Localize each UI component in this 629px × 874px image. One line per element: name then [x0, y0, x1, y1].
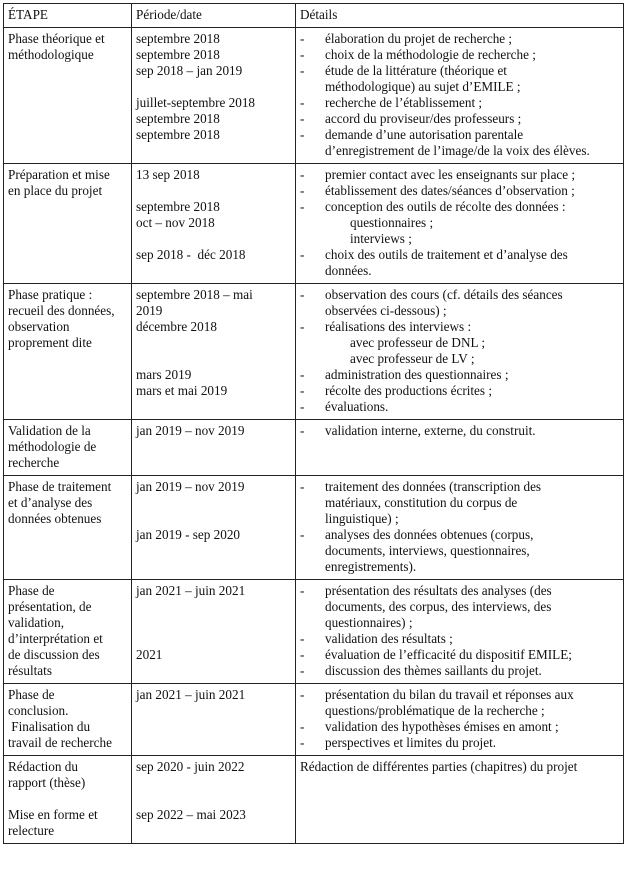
detail-continuation	[300, 559, 619, 575]
detail-text: premier contact avec les enseignants sur place ;	[325, 167, 576, 182]
detail-bullet-item	[300, 167, 619, 183]
detail-text: présentation du bilan du travail et réponses aux	[325, 687, 574, 702]
table-row	[4, 28, 624, 164]
header-periode-date: Période/date	[132, 4, 296, 28]
date-line: septembre 2018	[136, 47, 220, 62]
table-row	[4, 684, 624, 756]
date-line	[136, 631, 291, 647]
etape-cell	[4, 420, 132, 476]
dash-bullet-icon	[300, 303, 325, 319]
dash-bullet-icon: -	[300, 31, 305, 46]
date-cell	[132, 28, 296, 164]
dash-bullet-icon: -	[300, 247, 305, 262]
dash-bullet-icon	[300, 231, 325, 247]
date-line	[136, 335, 291, 351]
detail-text: validation des hypothèses émises en amont ;	[325, 719, 559, 734]
details-cell	[296, 164, 624, 284]
detail-text: Rédaction de différentes parties (chapitres) du projet	[300, 759, 578, 774]
date-cell	[132, 164, 296, 284]
etape-line: relecture	[8, 823, 55, 838]
detail-continuation	[300, 599, 619, 615]
etape-cell	[4, 756, 132, 844]
dash-bullet-icon: -	[300, 399, 305, 414]
etape-line: présentation, de	[8, 599, 92, 614]
details-cell	[296, 476, 624, 580]
detail-text: questionnaires ;	[350, 215, 434, 230]
etape-cell	[4, 164, 132, 284]
dash-bullet-icon: -	[300, 167, 305, 182]
dash-bullet-icon: -	[300, 719, 305, 734]
dash-bullet-icon	[300, 615, 325, 631]
detail-bullet-item	[300, 663, 619, 679]
date-line	[136, 775, 291, 791]
dash-bullet-icon: -	[300, 95, 305, 110]
date-line: 2019	[136, 303, 163, 318]
etape-line: conclusion.	[8, 703, 69, 718]
detail-text: linguistique) ;	[325, 511, 399, 526]
detail-text: observation des cours (cf. détails des séances	[325, 287, 563, 302]
dash-bullet-icon	[300, 543, 325, 559]
detail-text: établissement des dates/séances d’observation ;	[325, 183, 575, 198]
date-line: jan 2019 – nov 2019	[136, 423, 245, 438]
dash-bullet-icon: -	[300, 383, 305, 398]
date-line: 13 sep 2018	[136, 167, 200, 182]
etape-line: rapport (thèse)	[8, 775, 86, 790]
dash-bullet-icon: -	[300, 663, 305, 678]
detail-bullet-item	[300, 423, 619, 439]
date-cell	[132, 580, 296, 684]
research-schedule-table	[3, 3, 624, 844]
date-line	[136, 183, 291, 199]
detail-bullet-item	[300, 687, 619, 703]
etape-cell	[4, 580, 132, 684]
date-line: jan 2019 - sep 2020	[136, 527, 241, 542]
etape-cell	[4, 684, 132, 756]
date-line: septembre 2018	[136, 111, 220, 126]
details-cell	[296, 756, 624, 844]
dash-bullet-icon: -	[300, 687, 305, 702]
dash-bullet-icon: -	[300, 199, 305, 214]
date-line: juillet-septembre 2018	[136, 95, 256, 110]
dash-bullet-icon: -	[300, 287, 305, 302]
header-row	[4, 4, 624, 28]
dash-bullet-icon: -	[300, 63, 305, 78]
detail-text: choix des outils de traitement et d’analyse des	[325, 247, 568, 262]
etape-line: méthodologie de	[8, 439, 97, 454]
etape-line: méthodologique	[8, 47, 94, 62]
etape-line: Phase de	[8, 687, 55, 702]
dash-bullet-icon: -	[300, 367, 305, 382]
detail-text: documents, interviews, questionnaires,	[325, 543, 530, 558]
dash-bullet-icon: -	[300, 647, 305, 662]
etape-line: de discussion des	[8, 647, 100, 662]
date-line: sep 2022 – mai 2023	[136, 807, 246, 822]
detail-text: perspectives et limites du projet.	[325, 735, 497, 750]
detail-sub-item	[300, 335, 619, 351]
etape-line: Rédaction du	[8, 759, 78, 774]
details-cell	[296, 684, 624, 756]
date-line: septembre 2018 – mai	[136, 287, 253, 302]
dash-bullet-icon: -	[300, 47, 305, 62]
detail-continuation	[300, 511, 619, 527]
detail-continuation	[300, 263, 619, 279]
etape-line: validation,	[8, 615, 65, 630]
dash-bullet-icon	[300, 511, 325, 527]
detail-continuation	[300, 303, 619, 319]
dash-bullet-icon: -	[300, 183, 305, 198]
detail-bullet-item	[300, 127, 619, 143]
dash-bullet-icon	[300, 335, 325, 351]
date-line: sep 2018 – jan 2019	[136, 63, 243, 78]
date-cell	[132, 284, 296, 420]
detail-bullet-item	[300, 631, 619, 647]
dash-bullet-icon	[300, 215, 325, 231]
dash-bullet-icon	[300, 79, 325, 95]
dash-bullet-icon: -	[300, 527, 305, 542]
date-line	[136, 495, 291, 511]
dash-bullet-icon	[300, 351, 325, 367]
date-line: mars et mai 2019	[136, 383, 228, 398]
dash-bullet-icon: -	[300, 127, 305, 142]
etape-line: Phase théorique et	[8, 31, 105, 46]
dash-bullet-icon	[300, 495, 325, 511]
etape-cell	[4, 28, 132, 164]
etape-cell	[4, 476, 132, 580]
detail-continuation	[300, 495, 619, 511]
dash-bullet-icon: -	[300, 319, 305, 334]
dash-bullet-icon: -	[300, 631, 305, 646]
date-line: septembre 2018	[136, 31, 220, 46]
date-line: sep 2020 - juin 2022	[136, 759, 245, 774]
etape-line: Mise en forme et	[8, 807, 98, 822]
date-cell	[132, 476, 296, 580]
date-line	[136, 599, 291, 615]
table-row	[4, 476, 624, 580]
date-line: jan 2021 – juin 2021	[136, 583, 246, 598]
date-line	[136, 79, 291, 95]
dash-bullet-icon: -	[300, 735, 305, 750]
detail-sub-item	[300, 231, 619, 247]
etape-line: Phase de	[8, 583, 55, 598]
etape-cell	[4, 284, 132, 420]
table-row	[4, 420, 624, 476]
etape-line: d’interprétation et	[8, 631, 103, 646]
etape-line: Finalisation du	[8, 719, 91, 734]
detail-continuation	[300, 543, 619, 559]
date-line	[136, 791, 291, 807]
table-row	[4, 580, 624, 684]
date-line: décembre 2018	[136, 319, 217, 334]
detail-text: méthodologique) au sujet d’EMILE ;	[325, 79, 521, 94]
detail-text: demande d’une autorisation parentale	[325, 127, 524, 142]
etape-line: Phase de traitement	[8, 479, 112, 494]
date-line: jan 2019 – nov 2019	[136, 479, 245, 494]
etape-line: Phase pratique :	[8, 287, 93, 302]
date-line: oct – nov 2018	[136, 215, 215, 230]
detail-text: présentation des résultats des analyses (des	[325, 583, 552, 598]
detail-bullet-item	[300, 647, 619, 663]
detail-continuation	[300, 703, 619, 719]
etape-line: résultats	[8, 663, 52, 678]
detail-continuation	[300, 143, 619, 159]
details-cell	[296, 580, 624, 684]
detail-text: évaluations.	[325, 399, 389, 414]
detail-text: recherche de l’établissement ;	[325, 95, 483, 110]
etape-line	[8, 791, 127, 807]
detail-continuation	[300, 79, 619, 95]
detail-text: récolte des productions écrites ;	[325, 383, 492, 398]
detail-continuation	[300, 615, 619, 631]
date-line: septembre 2018	[136, 127, 220, 142]
date-line	[136, 351, 291, 367]
detail-text: questionnaires) ;	[325, 615, 413, 630]
etape-line: proprement dite	[8, 335, 92, 350]
detail-sub-item	[300, 215, 619, 231]
etape-line: Préparation et mise	[8, 167, 110, 182]
detail-text: choix de la méthodologie de recherche ;	[325, 47, 536, 62]
date-line: 2021	[136, 647, 163, 662]
etape-line: travail de recherche	[8, 735, 112, 750]
date-line	[136, 615, 291, 631]
table-row	[4, 756, 624, 844]
detail-bullet-item	[300, 183, 619, 199]
etape-line: Validation de la	[8, 423, 91, 438]
detail-text: discussion des thèmes saillants du projet.	[325, 663, 542, 678]
table-body	[4, 28, 624, 844]
date-line: sep 2018 - déc 2018	[136, 247, 246, 262]
detail-text: administration des questionnaires ;	[325, 367, 509, 382]
detail-bullet-item	[300, 63, 619, 79]
detail-bullet-item	[300, 31, 619, 47]
dash-bullet-icon	[300, 703, 325, 719]
header-details: Détails	[296, 4, 624, 28]
etape-line: observation	[8, 319, 70, 334]
header-etape: ÉTAPE	[4, 4, 132, 28]
detail-text: traitement des données (transcription des	[325, 479, 542, 494]
detail-bullet-item	[300, 479, 619, 495]
detail-text: avec professeur de LV ;	[350, 351, 475, 366]
details-cell	[296, 420, 624, 476]
date-line	[136, 231, 291, 247]
detail-text: élaboration du projet de recherche ;	[325, 31, 513, 46]
date-cell	[132, 684, 296, 756]
detail-text: conception des outils de récolte des données :	[325, 199, 566, 214]
detail-text: d’enregistrement de l’image/de la voix des élèves.	[325, 143, 590, 158]
detail-bullet-item	[300, 583, 619, 599]
dash-bullet-icon: -	[300, 479, 305, 494]
detail-text: matériaux, constitution du corpus de	[325, 495, 518, 510]
detail-text: observées ci-dessous) ;	[325, 303, 447, 318]
etape-line: recherche	[8, 455, 60, 470]
detail-text: analyses des données obtenues (corpus,	[325, 527, 534, 542]
detail-text: accord du proviseur/des professeurs ;	[325, 111, 522, 126]
dash-bullet-icon	[300, 263, 325, 279]
detail-bullet-item	[300, 527, 619, 543]
details-cell	[296, 284, 624, 420]
date-line	[136, 511, 291, 527]
detail-bullet-item	[300, 247, 619, 263]
dash-bullet-icon: -	[300, 423, 305, 438]
etape-line: et d’analyse des	[8, 495, 93, 510]
dash-bullet-icon	[300, 143, 325, 159]
detail-text: documents, des corpus, des interviews, des	[325, 599, 552, 614]
detail-text: enregistrements).	[325, 559, 417, 574]
detail-sub-item	[300, 351, 619, 367]
etape-line: recueil des données,	[8, 303, 115, 318]
detail-bullet-item	[300, 367, 619, 383]
date-line: jan 2021 – juin 2021	[136, 687, 246, 702]
date-cell	[132, 420, 296, 476]
detail-text: réalisations des interviews :	[325, 319, 472, 334]
detail-text: questions/problématique de la recherche ;	[325, 703, 545, 718]
date-line: mars 2019	[136, 367, 192, 382]
details-cell	[296, 28, 624, 164]
date-line: septembre 2018	[136, 199, 220, 214]
detail-text: étude de la littérature (théorique et	[325, 63, 507, 78]
table-row	[4, 284, 624, 420]
detail-text: évaluation de l’efficacité du dispositif EMILE;	[325, 647, 572, 662]
dash-bullet-icon: -	[300, 111, 305, 126]
detail-bullet-item	[300, 47, 619, 63]
detail-bullet-item	[300, 287, 619, 303]
detail-text: données.	[325, 263, 372, 278]
detail-bullet-item	[300, 95, 619, 111]
dash-bullet-icon	[300, 599, 325, 615]
etape-line: données obtenues	[8, 511, 102, 526]
dash-bullet-icon	[300, 559, 325, 575]
detail-text: validation des résultats ;	[325, 631, 453, 646]
detail-bullet-item	[300, 735, 619, 751]
dash-bullet-icon: -	[300, 583, 305, 598]
detail-text: avec professeur de DNL ;	[350, 335, 485, 350]
detail-bullet-item	[300, 719, 619, 735]
detail-bullet-item	[300, 399, 619, 415]
detail-bullet-item	[300, 319, 619, 335]
table-row	[4, 164, 624, 284]
detail-bullet-item	[300, 111, 619, 127]
detail-text: validation interne, externe, du construit.	[325, 423, 536, 438]
etape-line: en place du projet	[8, 183, 103, 198]
date-cell	[132, 756, 296, 844]
detail-bullet-item	[300, 383, 619, 399]
detail-text: interviews ;	[350, 231, 412, 246]
detail-bullet-item	[300, 199, 619, 215]
